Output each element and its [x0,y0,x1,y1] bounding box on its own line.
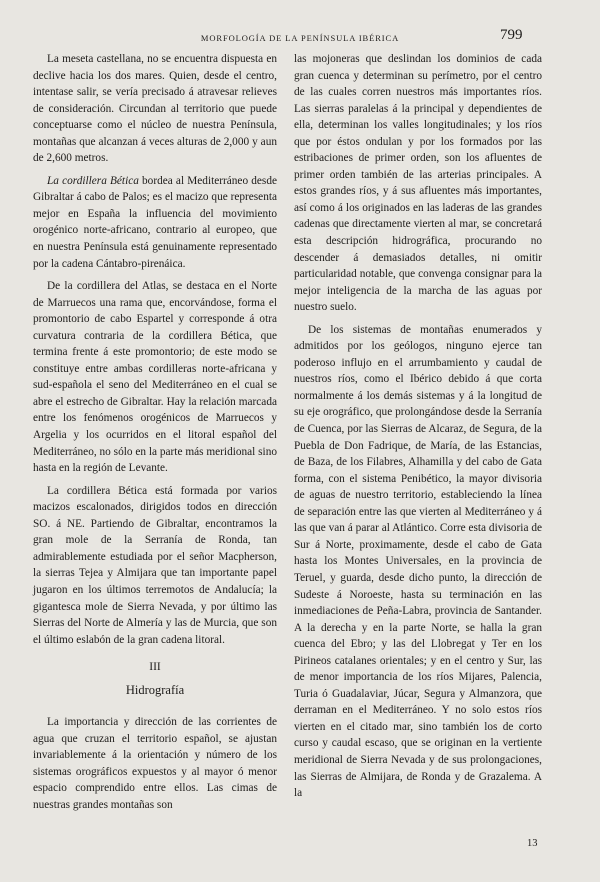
section-title: Hidrografía [125,682,185,697]
right-column [294,51,542,802]
italic-term: La cordillera Bética [47,174,139,187]
paragraph-hidrografia: La importancia y dirección de las corrientes de agua que cruzan el territorio español, se ajustan invariablemente á la orientación y número de los sistemas orográficos expuestos y al mayor ó menor espacio comprendido entre ellos. Las cimas de nuestras grandes montañas son [33,716,277,811]
running-head: MORFOLOGÍA DE LA PENÍNSULA IBÉRICA [200,33,400,43]
paragraph-atlas: De la cordillera del Atlas, se destaca en el Norte de Marruecos una rama que, encorvándose, forma el promontorio de cabo Espartel y corresponde á otra curvatura contraria de la cordillera Bética, que termina frente á este promontorio; de este modo se constituye entre ambas cordilleras norte-africana y sud-española el seno del Mediterráneo en el cual se abre el estrecho de Gibraltar. Hay la relación marcada entre los fenómenos orogénicos de Marruecos y Argelia y los ocurridos en el litoral español del Mediterráneo, no sólo en la parte más meridional sino hasta en la región de Levante. [33,280,277,475]
paragraph-text: bordea al Mediterráneo desde Gibraltar á cabo de Palos; es el macizo que representa mejor en España la influencia del movimiento orogénico norte-africano, contrario al europeo, que en nuestra Península está genuinamente representado por la cadena Cántabro-pirenáica. [33,174,277,270]
paragraph-meseta: La meseta castellana, no se encuentra dispuesta en declive hacia los dos mares. Quien, desde el centro, intentase salir, se vería precisado á atravesar relieves de consideración. Circundan al territorio que puede conceptuarse como el núcleo de nuestra Península, montañas que alcanzan á veces alturas de 2,000 y aun de 2,600 metros. [33,53,277,165]
left-column [33,51,277,814]
paragraph-cordillera-betica [33,173,277,272]
signature-mark: 13 [527,838,538,849]
paragraph-sistemas: De los sistemas de montañas enumerados y admitidos por los geólogos, ninguno ejerce tan poderoso influjo en el arrumbamiento y caudal de nuestros ríos, como el Ibérico debido á que corta normalmente á los demás sistemas y á la longitud de su eje orográfico, que prolongándose desde la Serranía de Cuenca, por las Sierras de Alcaraz, de Segura, de la Puebla de Don Fadrique, de María, de las Estancias, de Baza, de los Filabres, Alhamilla y del cabo de Gata forma, con el sistema Penibético, la mayor divisoria de aguas de nuestro territorio, estableciendo la línea de separación entre las que vierten al Mediterráneo y á las que van á parar al Atlántico. Corre esta divisoria de Sur á Norte, proximamente, desde el cabo de Gata hasta los Montes Universales, en la provincia de Teruel, y guarda, desde dicho punto, la dirección de Sudeste á Noroeste, hasta su terminación en las inmediaciones de Peña-Labra, provincia de Santander. A la derecha y en la parte Norte, se halla la gran cuenca del Ebro; y las del Llobregat y Ter en los Pirineos catalanes orientales; y en el centro y Sur, las de menor importancia de los ríos Mijares, Palencia, Turia ó Guadalaviar, Júcar, Segura y Almanzora, que derraman en el Mediterráneo. Y no solo estos ríos vierten en el citado mar, sino también los de corto curso y caudal escaso, que se originan en la vertiente meridional de Sierra Nevada y de sus prolongaciones, las Sierras de Almijara, de Ronda y de Grazalema. A la [294,323,542,800]
section-number: III [149,661,161,674]
page-number: 799 [500,27,523,43]
paragraph-macizos: La cordillera Bética está formada por varios macizos escalonados, dirigidos todos en dirección SO. á NE. Partiendo de Gibraltar, encontramos la gran mole de la Serranía de Ronda, tan admirablemente estudiada por el señor Macpherson, la sierras Tejea y Almijara que tan importante papel jugaron en los últimos terremotos de Andalucía; la gigantesca mole de Sierra Nevada, y por último las Sierras del Norte de Almería y las de Murcia, que son el último eslabón de la gran cadena litoral. [33,484,277,646]
paragraph-continuation: las mojoneras que deslindan los dominios de cada gran cuenca y determinan su perímetro, por el centro de las cuales corren nuestros más importantes ríos. Las sierras paralelas á la principal y dependientes de ella, determinan los valles longitudinales; y los ríos que por éstos ondulan y por los formados por las estribaciones de primer orden, son los afluentes de primer orden también de las arterias principales. A estos grandes ríos, y á sus afluentes más importantes, así como á los originados en las laderas de las grandes cadenas que directamente vierten al mar, se concretará esta descripción hidrográfica, procurando no descender á demasiados detalles, ni omitir particularidad notable, que convenga consignar para la mejor inteligencia de la marcha de las aguas por nuestro suelo. [294,53,542,314]
